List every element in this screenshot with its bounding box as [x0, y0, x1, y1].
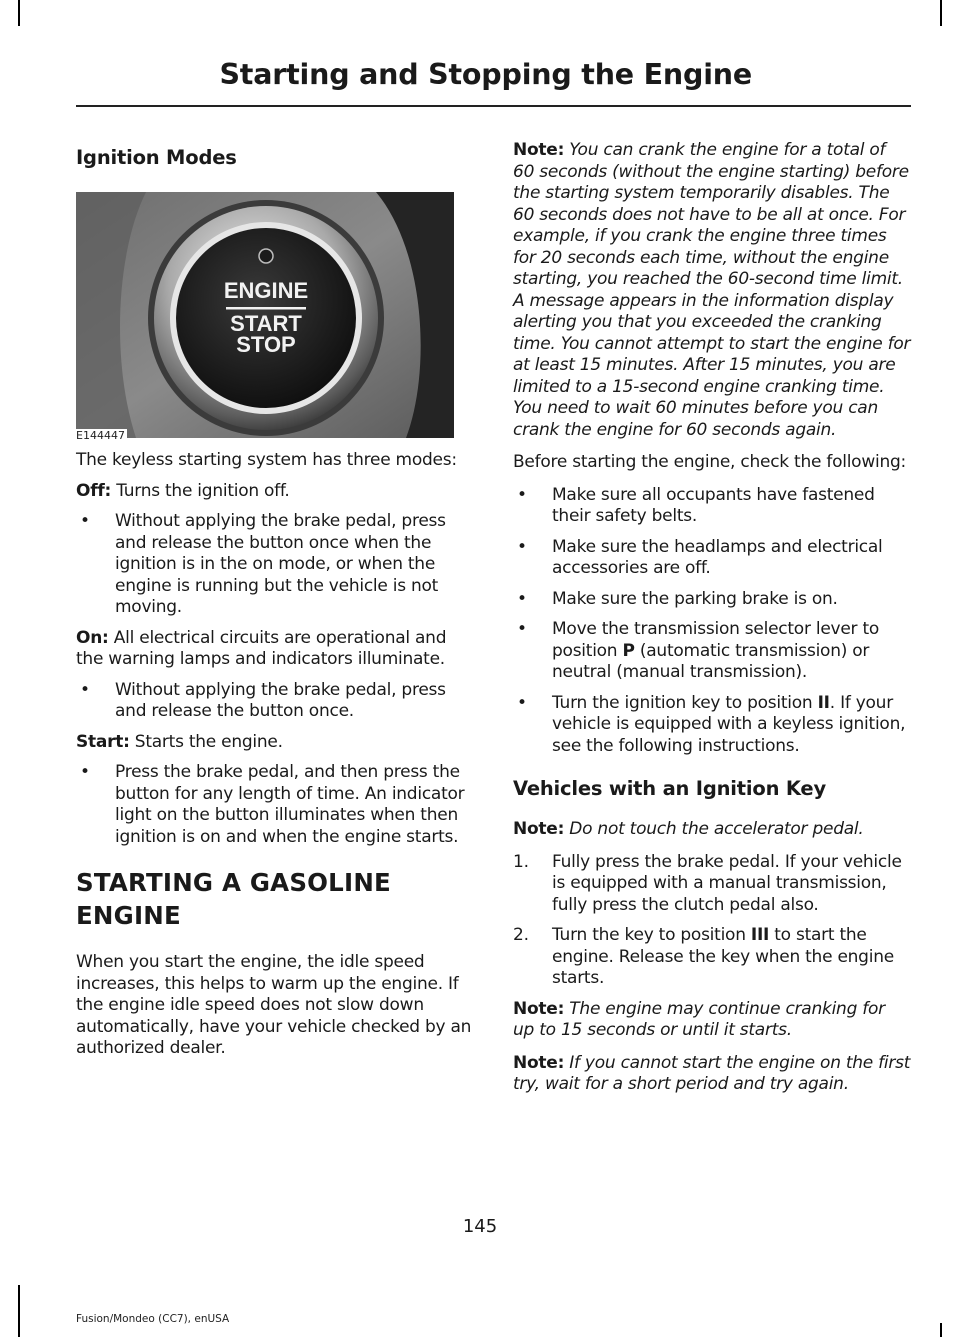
note-label: Note:: [513, 819, 565, 839]
start-label: Start:: [76, 731, 130, 752]
crop-mark-bottom-right: [940, 1323, 942, 1337]
step-number: 1.: [513, 851, 529, 872]
note-label: Note:: [513, 1052, 565, 1073]
list-item: [513, 925, 911, 990]
heading-vehicles-with-ignition-key: Vehicles with an Ignition Key: [513, 777, 826, 800]
right-column: [513, 140, 911, 1105]
check-3-text: Make sure the parking brake is on.: [552, 588, 838, 609]
off-label: Off:: [76, 480, 112, 501]
on-mode-paragraph: [76, 628, 474, 671]
list-item: [513, 693, 911, 758]
list-item: [76, 680, 474, 723]
before-starting-paragraph: Before starting the engine, check the following:: [513, 452, 906, 472]
note-try-again: [513, 1053, 911, 1096]
bullet: •: [517, 692, 527, 713]
header-rule: [76, 105, 911, 107]
note-continue-cranking: [513, 999, 911, 1042]
crop-mark-top-left: [18, 0, 20, 26]
note-text: If you cannot start the engine on the first try, wait for a short period and try again.: [513, 1052, 911, 1094]
list-item: [513, 589, 911, 611]
step-2-text-b: to start the engine. Release the key when the engine starts.: [552, 925, 894, 988]
crop-mark-top-right: [940, 0, 942, 26]
note-accelerator: [513, 819, 911, 841]
heading-gas-line2: ENGINE: [76, 901, 181, 930]
check-5-text-b: . If your vehicle is equipped with a keyless ignition, see the following instructions.: [552, 692, 906, 756]
start-text: Starts the engine.: [129, 731, 283, 752]
list-item: [76, 511, 474, 619]
check-2-text: Make sure the headlamps and electrical accessories are off.: [552, 536, 883, 578]
step-number: 2.: [513, 925, 529, 945]
engine-start-button-photo: [76, 192, 454, 442]
bullet: •: [517, 536, 527, 557]
page-header-title: Starting and Stopping the Engine: [219, 58, 752, 91]
button-text-stop: STOP: [236, 332, 296, 357]
note-text: You can crank the engine for a total of 60 seconds (without the engine starting) before the starting system temporarily disables. The 60 seconds does not have to be all at once. For example, if you crank the engine three times for 20 seconds each time, without the engine starting, you reached the 60-second time limit. A message appears in the information display alerting you that you exceeded the cranking time. You cannot attempt to start the engine for at least 15 minutes. After 15 minutes, you are limited to a 15-second engine cranking time. You need to wait 60 minutes before you can crank the engine for 60 seconds again.: [513, 140, 911, 440]
position-ii: II: [817, 692, 830, 713]
gasoline-paragraph: When you start the engine, the idle speed increases, this helps to warm up the engine. If the engine idle speed does not slow down automatically, have your vehicle checked by an authorized dealer.: [76, 952, 472, 1058]
position-p: P: [622, 640, 635, 661]
bullet: •: [517, 619, 527, 639]
step-2-text-a: Turn the key to position: [552, 925, 751, 945]
off-bullet-text: Without applying the brake pedal, press and release the button once when the ignition is in the on mode, or when the engine is running but the vehicle is not moving.: [115, 511, 446, 617]
on-bullet-text: Without applying the brake pedal, press and release the button once.: [115, 679, 446, 721]
heading-gas-line1: STARTING A GASOLINE: [76, 868, 391, 897]
start-mode-paragraph: [76, 732, 474, 754]
footer-text: Fusion/Mondeo (CC7), enUSA: [76, 1313, 230, 1325]
page-number: 145: [462, 1216, 498, 1237]
check-1-text: Make sure all occupants have fastened their safety belts.: [552, 484, 875, 526]
on-label: On:: [76, 627, 109, 648]
bullet: •: [517, 484, 527, 505]
button-text-start: START: [230, 311, 302, 336]
bullet: •: [80, 762, 90, 782]
list-item: [513, 485, 911, 528]
start-button-illustration: [76, 192, 454, 438]
heading-ignition-modes: Ignition Modes: [76, 146, 237, 169]
check-5-text-a: Turn the ignition key to position: [552, 692, 818, 713]
off-mode-paragraph: [76, 481, 474, 503]
check-4-text-b: (automatic transmission) or neutral (manual transmission).: [552, 640, 870, 682]
step-1-text: Fully press the brake pedal. If your vehicle is equipped with a manual transmission, fully press the clutch pedal also.: [552, 851, 902, 915]
on-text: All electrical circuits are operational and the warning lamps and indicators illuminate.: [76, 627, 447, 669]
off-text: Turns the ignition off.: [111, 480, 290, 501]
note-text: Do not touch the accelerator pedal.: [564, 819, 864, 839]
bullet: •: [517, 588, 527, 609]
bullet: •: [80, 511, 90, 531]
list-item: [513, 619, 911, 684]
list-item: [513, 537, 911, 580]
note-label: Note:: [513, 140, 565, 160]
heading-starting-gasoline-engine: [76, 866, 474, 932]
left-column: [76, 140, 474, 1069]
note-cranking-limit: [513, 140, 911, 441]
intro-paragraph: The keyless starting system has three modes:: [76, 450, 457, 470]
crop-mark-bottom-left: [18, 1285, 20, 1337]
button-divider: [226, 307, 306, 310]
note-label: Note:: [513, 998, 565, 1019]
check-4-text-a: Move the transmission selector lever to position: [552, 619, 880, 661]
note-text: The engine may continue cranking for up to 15 seconds or until it starts.: [513, 998, 885, 1040]
start-bullet-text: Press the brake pedal, and then press the button for any length of time. An indicator light on the button illuminates when then ignition is on and when the engine starts.: [115, 762, 465, 847]
figure-code: E144447: [76, 429, 125, 442]
position-iii: III: [750, 925, 770, 945]
button-text-engine: ENGINE: [223, 278, 309, 303]
list-item: [76, 762, 474, 848]
list-item: [513, 852, 911, 917]
bullet: •: [80, 679, 90, 700]
